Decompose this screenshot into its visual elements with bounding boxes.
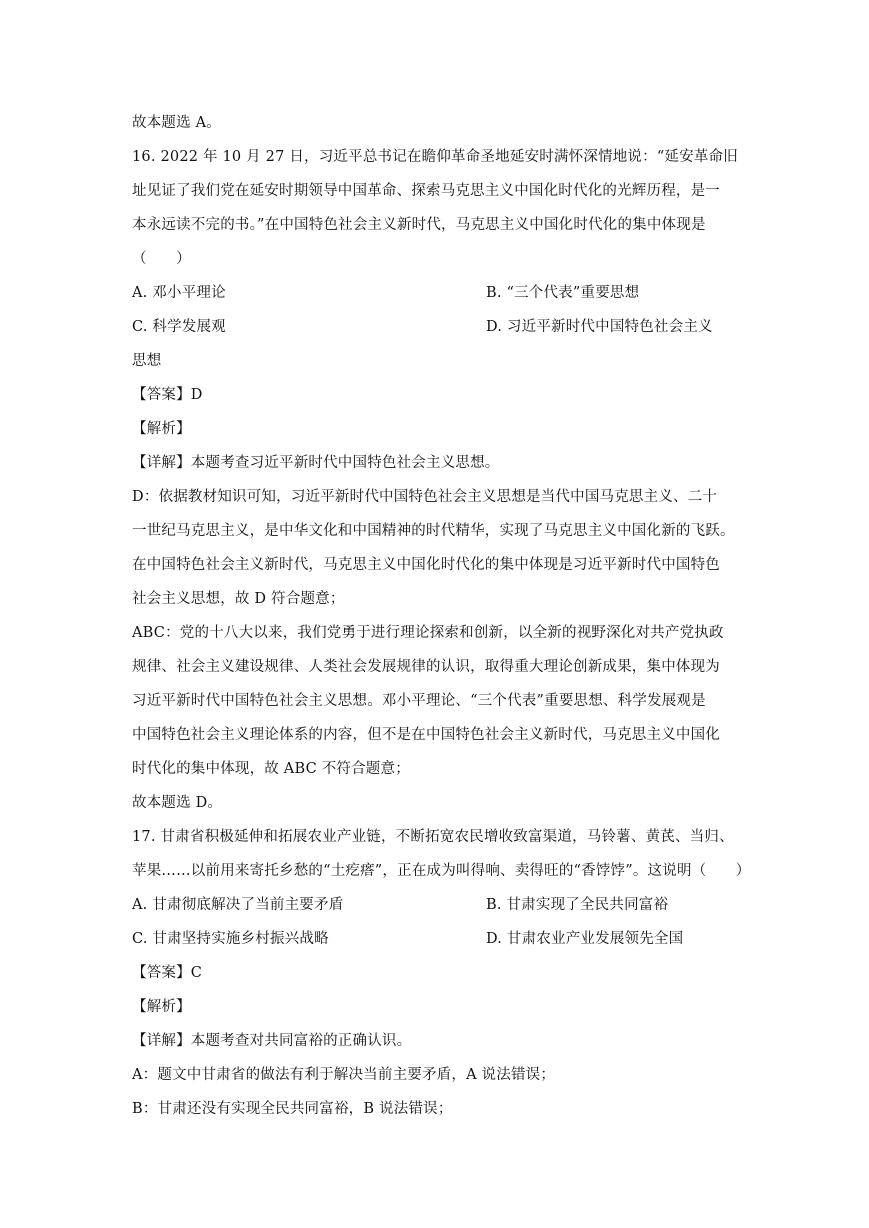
answer-blank: （ ） [132,251,191,267]
text-line: 规律、社会主义建设规律、人类社会发展规律的认识，取得重大理论创新成果，集中体现为 [132,659,720,675]
text-line: 习近平新时代中国特色社会主义思想。邓小平理论、“三个代表”重要思想、科学发展观是 [132,693,706,709]
option-b: B. “三个代表”重要思想 [486,285,640,301]
question-16-stem: 16. 2022 年 10 月 27 日，习近平总书记在瞻仰革命圣地延安时满怀深情地说：“延安革命旧 [132,149,738,165]
text-line: 故本题选 D。 [132,795,223,811]
analysis-label: 【解析】 [132,421,191,437]
text-line: 在中国特色社会主义新时代，马克思主义中国化时代化的集中体现是习近平新时代中国特色 [132,557,720,573]
option-d: D. 甘肃农业产业发展领先全国 [486,931,684,947]
option-c: C. 甘肃坚持实施乡村振兴战略 [132,931,329,947]
option-c: C. 科学发展观 [132,319,226,335]
text-line: 中国特色社会主义理论体系的内容，但不是在中国特色社会主义新时代，马克思主义中国化 [132,727,720,743]
analysis-label: 【解析】 [132,999,191,1015]
text-line: 一世纪马克思主义，是中华文化和中国精神的时代精华，实现了马克思主义中国化新的飞跃。 [132,523,735,539]
detail-line: 【详解】本题考查习近平新时代中国特色社会主义思想。 [132,455,500,471]
text-line: B：甘肃还没有实现全民共同富裕，B 说法错误； [132,1101,453,1117]
detail-line: 【详解】本题考查对共同富裕的正确认识。 [132,1033,412,1049]
text-line: ABC：党的十八大以来，我们党勇于进行理论探索和创新，以全新的视野深化对共产党执政 [132,625,724,641]
text-line: 故本题选 A。 [132,115,221,131]
option-b: B. 甘肃实现了全民共同富裕 [486,897,669,913]
text-line: 社会主义思想，故 D 符合题意； [132,591,345,607]
text-line: 址见证了我们党在延安时期领导中国革命、探索马克思主义中国化时代化的光辉历程，是一 [132,183,720,199]
option-a: A. 邓小平理论 [132,285,226,301]
text-line: A：题文中甘肃省的做法有利于解决当前主要矛盾，A 说法错误； [132,1067,556,1083]
question-17-stem: 17. 甘肃省积极延伸和拓展农业产业链，不断拓宽农民增收致富渠道，马铃薯、黄芪、当归、 [132,829,734,845]
text-line: 思想 [132,353,162,369]
option-d: D. 习近平新时代中国特色社会主义 [486,319,713,335]
answer-label: 【答案】C [132,965,203,981]
text-line: 时代化的集中体现，故 ABC 不符合题意； [132,761,410,777]
text-line: D：依据教材知识可知，习近平新时代中国特色社会主义思想是当代中国马克思主义、二十 [132,489,718,505]
option-a: A. 甘肃彻底解决了当前主要矛盾 [132,897,344,913]
text-line: 本永远读不完的书。”在中国特色社会主义新时代，马克思主义中国化时代化的集中体现是 [132,217,706,233]
answer-label: 【答案】D [132,387,203,403]
text-line: 苹果……以前用来寄托乡愁的“土疙瘩”，正在成为叫得响、卖得旺的“香饽饽”。这说明（ ） [132,863,751,879]
